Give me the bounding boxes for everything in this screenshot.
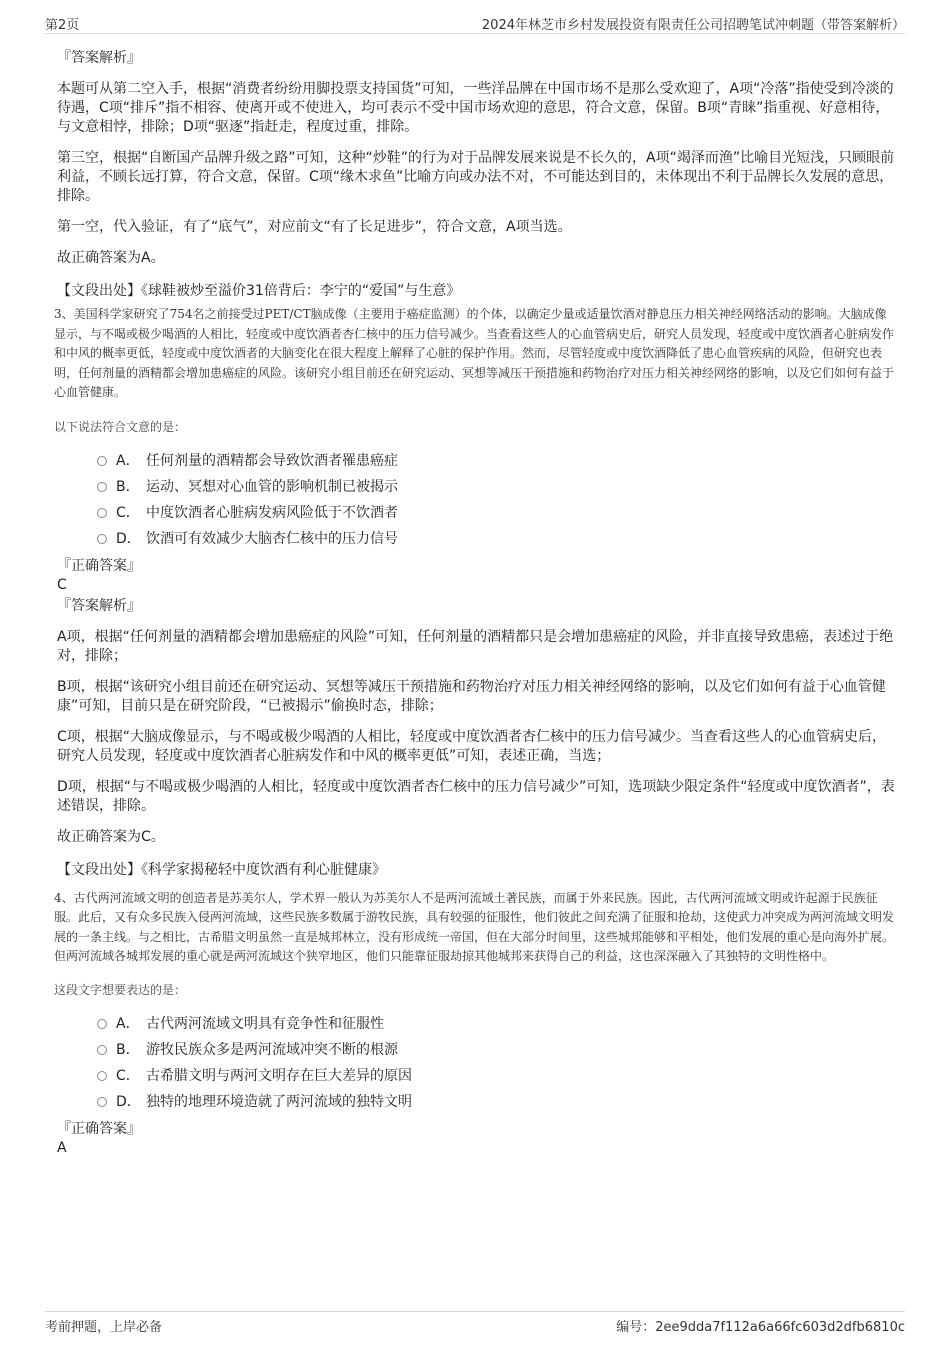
option-text: 古代两河流域文明具有竞争性和征服性 <box>146 1015 384 1032</box>
q4-question: 这段文字想要表达的是： <box>54 982 187 997</box>
q2-source: 【文段出处】《球鞋被炒至溢价31倍背后：李宁的“爱国”与生意》 <box>57 283 461 299</box>
option-letter: C． <box>116 504 140 521</box>
q4-option-c[interactable] <box>97 1063 897 1089</box>
q4-answer-label: 『正确答案』 <box>57 1120 141 1137</box>
q3-answer-label: 『正确答案』 <box>57 557 141 574</box>
q2-analysis-para-2: 第三空，根据“自断国产品牌升级之路”可知，这种“炒鞋”的行为对于品牌发展来说是不长久的，A项“竭泽而渔”比喻目光短浅，只顾眼前利益，不顾长远打算，符合文意，保留。C项“缘木求鱼”比喻方向或办法不对，不可能达到目的，未体现出不利于品牌长久发展的意思，排除。 <box>57 150 895 204</box>
page-number: 第2页 <box>45 18 80 33</box>
radio-icon[interactable] <box>97 508 107 518</box>
q3-analysis-label: 『答案解析』 <box>57 597 141 614</box>
page-header <box>45 14 905 34</box>
q4-option-a[interactable] <box>97 1011 897 1037</box>
option-text: 饮酒可有效减少大脑杏仁核中的压力信号 <box>146 530 398 547</box>
option-text: 任何剂量的酒精都会导致饮酒者罹患癌症 <box>146 452 398 469</box>
page-content <box>54 48 897 1157</box>
radio-icon[interactable] <box>97 482 107 492</box>
option-text: 古希腊文明与两河文明存在巨大差异的原因 <box>146 1067 412 1084</box>
document-code: 编号：2ee9dda7f112a6a66fc603d2dfb6810c <box>616 1320 905 1335</box>
footer-slogan: 考前押题，上岸必备 <box>45 1320 163 1335</box>
q4-option-d[interactable] <box>97 1089 897 1115</box>
q3-analysis-para-3: C项，根据“大脑成像显示，与不喝或极少喝酒的人相比，轻度或中度饮酒者杏仁核中的压力信号减少。当查看这些人的心血管病史后，研究人员发现，轻度或中度饮酒者心脏病发作和中风的概率更低”可知，表述正确，当选； <box>57 728 887 764</box>
q4-answer: A <box>57 1139 67 1156</box>
q4-option-b[interactable] <box>97 1037 897 1063</box>
q3-question: 以下说法符合文意的是： <box>54 419 187 434</box>
option-text: 运动、冥想对心血管的影响机制已被揭示 <box>146 478 398 495</box>
radio-icon[interactable] <box>97 1097 107 1107</box>
q2-analysis-label: 『答案解析』 <box>57 50 141 66</box>
radio-icon[interactable] <box>97 534 107 544</box>
option-letter: B． <box>116 1041 140 1058</box>
q3-option-c[interactable] <box>97 500 897 526</box>
q2-analysis-para-1: 本题可从第二空入手，根据“消费者纷纷用脚投票支持国货”可知，一些洋品牌在中国市场不是那么受欢迎了，A项“冷落”指使受到冷淡的待遇，C项“排斥”指不相容、使离开或不使进入，均可表示不受中国市场欢迎的意思，符合文意，保留。B项“青睐”指重视、好意相待，与文意相悖，排除；D项“驱逐”指赶走，程度过重，排除。 <box>57 81 894 135</box>
option-letter: D． <box>116 1093 141 1110</box>
q3-answer: C <box>57 576 67 593</box>
q3-options <box>57 448 897 552</box>
option-letter: A． <box>116 452 140 469</box>
document-title: 2024年林芝市乡村发展投资有限责任公司招聘笔试冲刺题（带答案解析） <box>481 18 905 33</box>
q3-option-d[interactable] <box>97 526 897 552</box>
q2-analysis-para-4: 故正确答案为A。 <box>57 250 165 266</box>
q3-analysis-para-4: D项，根据“与不喝或极少喝酒的人相比，轻度或中度饮酒者杏仁核中的压力信号减少”可知，选项缺少限定条件“轻度或中度饮酒者”，表述错误，排除。 <box>57 778 895 814</box>
q3-option-a[interactable] <box>97 448 897 474</box>
radio-icon[interactable] <box>97 456 107 466</box>
q3-passage: 3、美国科学家研究了754名之前接受过PET/CT脑成像（主要用于癌症监测）的个体，以确定少量或适量饮酒对静息压力相关神经网络活动的影响。大脑成像显示，与不喝或极少喝酒的人相比，轻度或中度饮酒者杏仁核中的压力信号减少。当查看这些人的心血管病史后，研究人员发现，轻度或中度饮酒者心脏病发作和中风的概率更低，轻度或中度饮酒者的大脑变化在很大程度上解释了心脏的保护作用。然而，尽管轻度或中度饮酒降低了患心血管疾病的风险，但研究也表明，任何剂量的酒精都会增加患癌症的风险。该研究小组目前还在研究运动、冥想等减压干预措施和药物治疗对压力相关神经网络的影响，以及它们如何有益于心血管健康。 <box>54 307 895 399</box>
option-letter: A． <box>116 1015 140 1032</box>
q4-options <box>57 1011 897 1115</box>
q3-source: 【文段出处】《科学家揭秘轻中度饮酒有利心脏健康》 <box>57 861 386 878</box>
q2-analysis-para-3: 第一空，代入验证，有了“底气”，对应前文“有了长足进步”，符合文意，A项当选。 <box>57 219 572 235</box>
q4-passage: 4、古代两河流域文明的创造者是苏美尔人，学术界一般认为苏美尔人不是两河流域土著民族，而属于外来民族。因此，古代两河流域文明或许起源于民族征服。此后，又有众多民族入侵两河流域，这些民族多数属于游牧民族，具有较强的征服性，他们彼此之间充满了征服和抢劫，这使武力冲突成为两河流域文明发展的一条主线。与之相比，古希腊文明虽然一直是城邦林立，没有形成统一帝国，但在大部分时间里，这些城邦能够和平相处，他们发展的重心是向海外扩展。但两河流域各城邦发展的重心就是两河流域这个狭窄地区，他们只能靠征服劫掠其他城邦来获得自己的利益，这也深深融入了其独特的文明性格中。 <box>54 890 895 963</box>
option-text: 中度饮酒者心脏病发病风险低于不饮酒者 <box>146 504 398 521</box>
option-text: 独特的地理环境造就了两河流域的独特文明 <box>146 1093 412 1110</box>
option-text: 游牧民族众多是两河流域冲突不断的根源 <box>146 1041 398 1058</box>
option-letter: B． <box>116 478 140 495</box>
option-letter: C． <box>116 1067 140 1084</box>
page-footer <box>45 1311 905 1333</box>
option-letter: D． <box>116 530 141 547</box>
radio-icon[interactable] <box>97 1045 107 1055</box>
radio-icon[interactable] <box>97 1071 107 1081</box>
q3-analysis-para-5: 故正确答案为C。 <box>57 828 165 845</box>
q3-option-b[interactable] <box>97 474 897 500</box>
q3-analysis-para-1: A项，根据“任何剂量的酒精都会增加患癌症的风险”可知，任何剂量的酒精都只是会增加患癌症的风险，并非直接导致患癌，表述过于绝对，排除； <box>57 628 894 664</box>
radio-icon[interactable] <box>97 1019 107 1029</box>
q3-analysis-para-2: B项，根据“该研究小组目前还在研究运动、冥想等减压干预措施和药物治疗对压力相关神经网络的影响，以及它们如何有益于心血管健康”可知，目前只是在研究阶段，“已被揭示”偷换时态，排除； <box>57 678 886 714</box>
